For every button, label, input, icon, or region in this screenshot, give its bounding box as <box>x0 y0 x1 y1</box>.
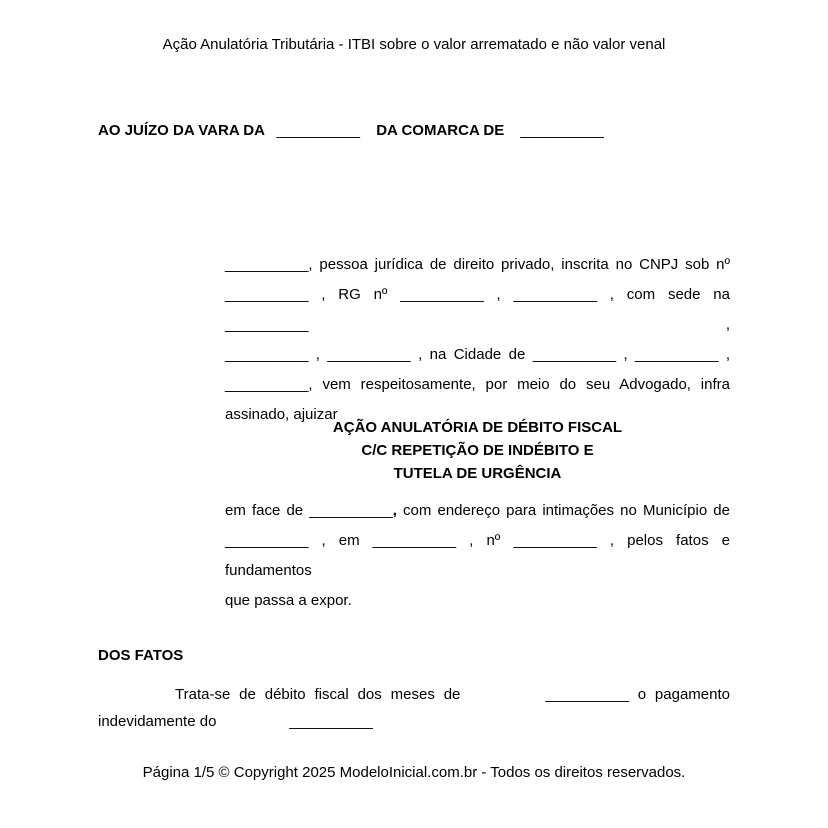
text-line: __________, pessoa jurídica de direito privado, inscrita no CNPJ sob nº <box>225 256 730 273</box>
text-line: __________ , __________ , na Cidade de __________ , __________ , <box>225 346 730 363</box>
text-line: __________, vem respeitosamente, por meio do seu Advogado, infra <box>225 376 730 393</box>
defendant-text-2: com endereço para intimações no Município de <box>396 502 730 519</box>
blank-field: __________ <box>276 122 361 139</box>
bold-comma: , <box>392 502 397 519</box>
text-line <box>98 681 730 708</box>
page-footer: Página 1/5 © Copyright 2025 ModeloInicial.com.br - Todos os direitos reservados. <box>142 764 686 781</box>
text-line: que passa a expor. <box>225 592 352 609</box>
action-title-heading <box>225 416 730 485</box>
court-address-line <box>98 122 738 139</box>
plaintiff-qualification-paragraph <box>225 250 730 430</box>
defendant-text-1: em face de __________ <box>225 502 393 519</box>
court-address-text-1: AO JUÍZO DA VARA DA <box>98 122 265 139</box>
text-line <box>225 496 730 526</box>
facts-paragraph <box>98 681 730 735</box>
blank-field: __________ <box>289 713 373 730</box>
facts-text-1: Trata-se de débito fiscal dos meses de <box>175 686 461 703</box>
facts-section-heading: DOS FATOS <box>98 647 184 664</box>
defendant-paragraph <box>225 496 730 616</box>
court-address-text-2: DA COMARCA DE <box>376 122 505 139</box>
action-title-line: TUTELA DE URGÊNCIA <box>393 465 562 482</box>
blank-field: __________ <box>520 122 604 139</box>
text-line: __________ , em __________ , nº __________ , pelos fatos e fundamentos <box>225 532 730 579</box>
text-line: assinado, ajuizar <box>225 406 338 423</box>
text-line: __________ , RG nº __________ , __________ , com sede na __________ , <box>225 286 730 333</box>
action-title-line: C/C REPETIÇÃO DE INDÉBITO E <box>361 442 594 459</box>
document-title: Ação Anulatória Tributária - ITBI sobre o valor arrematado e não valor venal <box>162 36 666 53</box>
facts-text-2: __________ o pagamento <box>545 686 730 703</box>
facts-text-3: indevidamente do <box>98 713 217 730</box>
text-line <box>98 708 730 735</box>
action-title-line: AÇÃO ANULATÓRIA DE DÉBITO FISCAL <box>332 419 623 436</box>
